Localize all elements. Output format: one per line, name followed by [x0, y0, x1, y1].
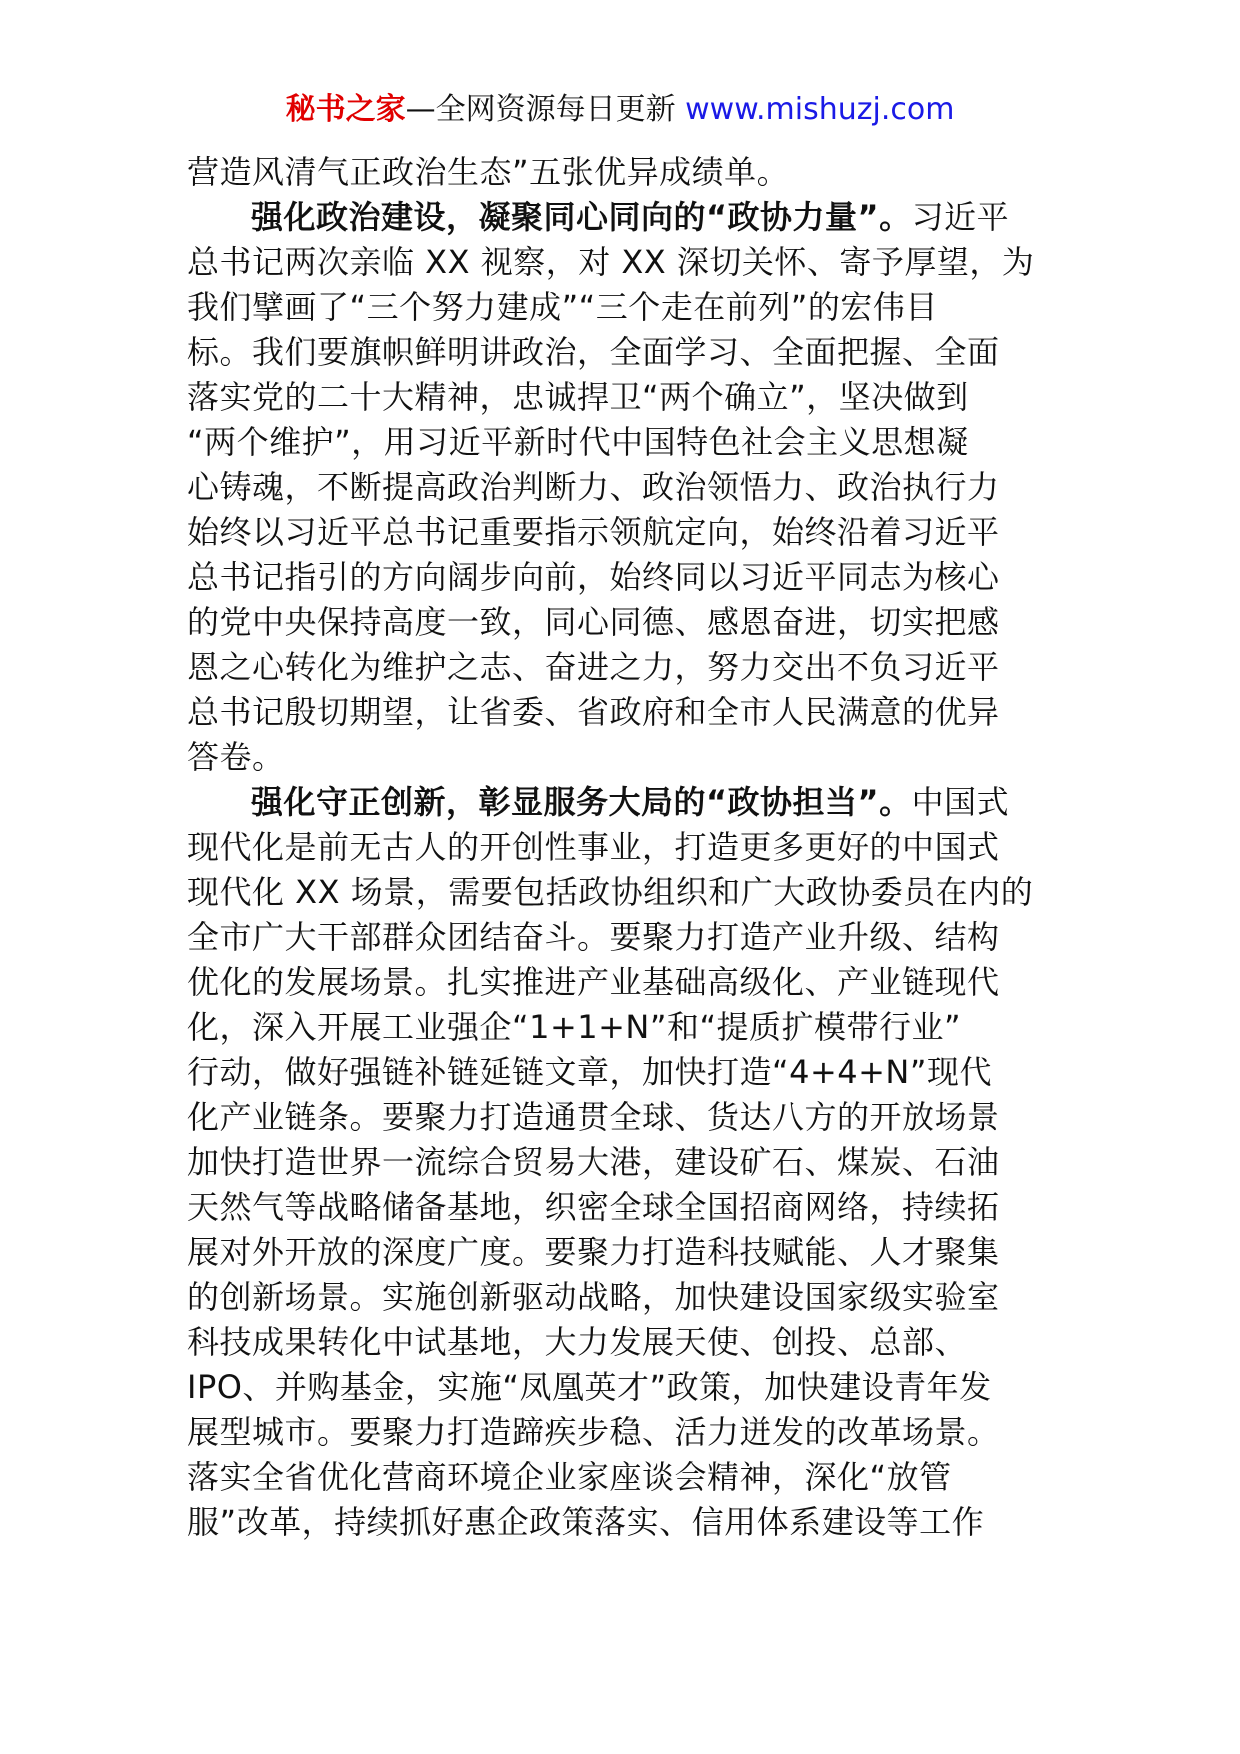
paragraph-first-line: [187, 780, 1060, 825]
paragraph-first-line: [187, 195, 1060, 240]
section-heading: 强化政治建设，凝聚同心同向的“政协力量”。: [251, 198, 912, 236]
text-line: 行动，做好强链补链延链文章，加快打造“4+4+N”现代: [187, 1053, 992, 1091]
paragraph-1: [187, 150, 1060, 195]
text-line: 加快打造世界一流综合贸易大港，建设矿石、煤炭、石油: [187, 1143, 1000, 1181]
text-line: 现代化 XX 场景，需要包括政协组织和广大政协委员在内的: [187, 873, 1034, 911]
text-line: 现代化是前无古人的开创性事业，打造更多更好的中国式: [187, 828, 1000, 866]
text-line: IPO、并购基金，实施“凤凰英才”政策，加快建设青年发: [187, 1368, 992, 1406]
section-heading: 强化守正创新，彰显服务大局的“政协担当”。: [251, 783, 912, 821]
text-line: 优化的发展场景。扎实推进产业基础高级化、产业链现代: [187, 963, 1000, 1001]
text-line: 我们擘画了“三个努力建成”“三个走在前列”的宏伟目: [187, 288, 938, 326]
text-line: 营造风清气正政治生态”五张优异成绩单。: [187, 153, 790, 191]
text-line: 答卷。: [187, 738, 285, 776]
text-line: 的创新场景。实施创新驱动战略，加快建设国家级实验室: [187, 1278, 1000, 1316]
site-url-link[interactable]: www.mishuzj.com: [685, 92, 955, 127]
text-line: 总书记殷切期望，让省委、省政府和全市人民满意的优异: [187, 693, 1000, 731]
text-line: 标。我们要旗帜鲜明讲政治，全面学习、全面把握、全面: [187, 333, 1000, 371]
paragraph-3: [187, 780, 1060, 1545]
text-line: 化产业链条。要聚力打造通贯全球、货达八方的开放场景: [187, 1098, 1000, 1136]
text-line: 展型城市。要聚力打造蹄疾步稳、活力迸发的改革场景。: [187, 1413, 1000, 1451]
text-line: 心铸魂，不断提高政治判断力、政治领悟力、政治执行力: [187, 468, 1000, 506]
text-line: 服”改革，持续抓好惠企政策落实、信用体系建设等工作: [187, 1503, 985, 1541]
text-line: 的党中央保持高度一致，同心同德、感恩奋进，切实把感: [187, 603, 1000, 641]
text-line: 化，深入开展工业强企“1+1+N”和“提质扩模带行业”: [187, 1008, 962, 1046]
text-line: 展对外开放的深度广度。要聚力打造科技赋能、人才聚集: [187, 1233, 1000, 1271]
text-line: 总书记指引的方向阔步向前，始终同以习近平同志为核心: [187, 558, 1000, 596]
text-line: 恩之心转化为维护之志、奋进之力，努力交出不负习近平: [187, 648, 1000, 686]
site-header: [0, 86, 1240, 134]
heading-continuation: 中国式: [911, 783, 1010, 821]
heading-continuation: 习近平: [911, 198, 1010, 236]
text-line: 全市广大干部群众团结奋斗。要聚力打造产业升级、结构: [187, 918, 1000, 956]
text-line: 科技成果转化中试基地，大力发展天使、创投、总部、: [187, 1323, 968, 1361]
text-line: 落实党的二十大精神，忠诚捍卫“两个确立”，坚决做到: [187, 378, 969, 416]
text-line: 天然气等战略储备基地，织密全球全国招商网络，持续拓: [187, 1188, 1000, 1226]
text-line: 始终以习近平总书记重要指示领航定向，始终沿着习近平: [187, 513, 1000, 551]
paragraph-2: [187, 195, 1060, 780]
header-tagline: —全网资源每日更新: [405, 92, 686, 127]
text-line: 总书记两次亲临 XX 视察，对 XX 深切关怀、寄予厚望，为: [187, 243, 1035, 281]
brand-name: 秘书之家: [285, 92, 406, 127]
text-line: “两个维护”，用习近平新时代中国特色社会主义思想凝: [187, 423, 969, 461]
text-line: 落实全省优化营商环境企业家座谈会精神，深化“放管: [187, 1458, 952, 1496]
document-body: [187, 150, 1060, 1545]
